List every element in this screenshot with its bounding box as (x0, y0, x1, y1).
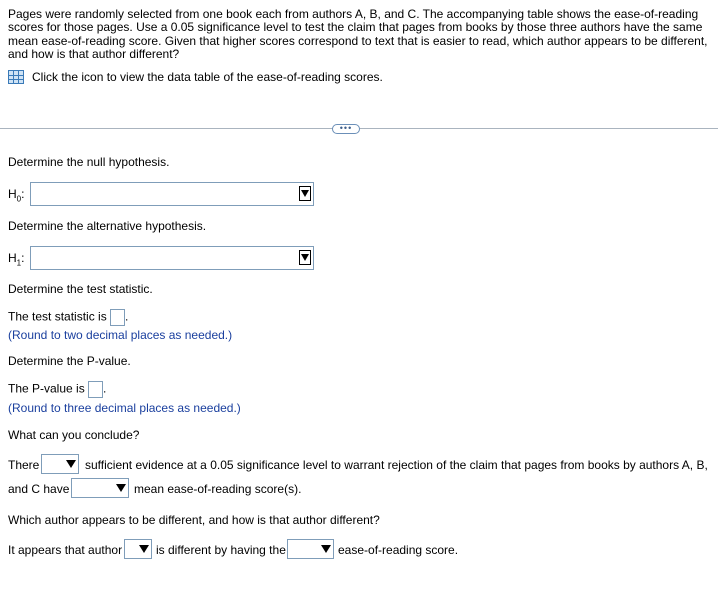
conclusion-and-c-have: and C have (8, 482, 70, 496)
test-statistic-row (8, 309, 128, 326)
h-letter: H (8, 251, 17, 265)
null-hypothesis-select[interactable] (30, 182, 314, 206)
dropdown-arrow-icon[interactable] (116, 484, 126, 492)
h-letter: H (8, 187, 17, 201)
test-statistic-input[interactable] (110, 309, 125, 326)
null-hypothesis-prompt: Determine the null hypothesis. (8, 155, 170, 169)
p-value-label: The P-value is (8, 381, 85, 396)
expand-handle-icon[interactable]: ••• (332, 124, 360, 134)
conclusion-prompt: What can you conclude? (8, 428, 140, 442)
conclusion-sentence-part1: sufficient evidence at a 0.05 significance level to warrant rejection of the claim that pages from books by authors A, B, (85, 458, 708, 472)
evidence-select[interactable] (41, 454, 79, 474)
dropdown-arrow-icon[interactable] (321, 545, 331, 553)
p-value-period: . (103, 381, 107, 396)
data-table-link[interactable] (8, 69, 383, 85)
alt-hypothesis-prompt: Determine the alternative hypothesis. (8, 219, 207, 233)
h-subscript: 0 (16, 194, 22, 204)
p-value-row (8, 381, 106, 398)
h-colon: : (21, 187, 25, 201)
alt-hypothesis-select[interactable] (30, 246, 314, 270)
test-statistic-prompt: Determine the test statistic. (8, 282, 153, 296)
p-value-prompt: Determine the P-value. (8, 354, 131, 368)
p-value-hint: (Round to three decimal places as needed.) (8, 401, 241, 415)
data-table-link-text: Click the icon to view the data table of the ease-of-reading scores. (32, 70, 383, 84)
test-statistic-label: The test statistic is (8, 309, 107, 324)
conclusion-sentence-part2: mean ease-of-reading score(s). (134, 482, 302, 496)
is-different-label: is different by having the (156, 543, 286, 557)
dropdown-arrow-icon[interactable] (299, 250, 311, 265)
p-value-input[interactable] (88, 381, 103, 398)
test-statistic-period: . (125, 309, 129, 324)
test-statistic-hint: (Round to two decimal places as needed.) (8, 328, 233, 342)
score-direction-select[interactable] (287, 539, 334, 559)
problem-statement: Pages were randomly selected from one book each from authors A, B, and C. The accompanying table shows the ease-of-reading scores for those pages. Use a 0.05 significance level to test the claim that pages from books by those three authors have the same mean ease-of-reading score. Given that higher scores correspond to text that is easier to read, which author appears to be different, and how is that author different? (8, 7, 708, 62)
conclusion-there: There (8, 458, 40, 472)
alt-hypothesis-symbol (8, 251, 24, 267)
dropdown-arrow-icon[interactable] (66, 460, 76, 468)
ease-score-ending: ease-of-reading score. (338, 543, 459, 557)
h-subscript: 1 (16, 258, 22, 268)
null-hypothesis-symbol (8, 187, 24, 203)
dropdown-arrow-icon[interactable] (299, 186, 311, 201)
data-table-icon[interactable] (8, 70, 24, 84)
dropdown-arrow-icon[interactable] (139, 545, 149, 553)
it-appears-label: It appears that author (8, 543, 123, 557)
author-select[interactable] (124, 539, 152, 559)
means-select[interactable] (71, 478, 129, 498)
which-author-prompt: Which author appears to be different, and how is that author different? (8, 513, 380, 527)
h-colon: : (21, 251, 25, 265)
